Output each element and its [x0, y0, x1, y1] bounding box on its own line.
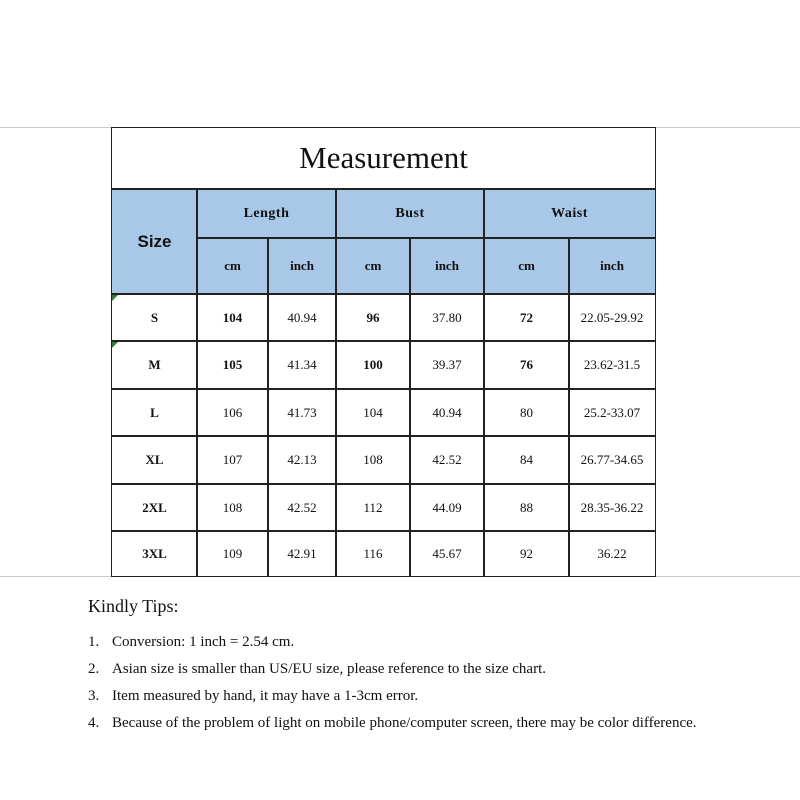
length-inch-cell: 41.34 — [287, 357, 317, 372]
table-grid-line — [112, 530, 655, 532]
bust-cm-cell: 116 — [363, 545, 383, 561]
tips-title: Kindly Tips: — [88, 596, 179, 616]
tip-item — [88, 629, 728, 656]
length-cm-cell: 106 — [222, 404, 243, 420]
cell-marker-icon — [112, 295, 118, 301]
waist-cm-cell: 84 — [520, 452, 533, 467]
table-title: Measurement — [112, 128, 655, 190]
length-cm-cell: 105 — [222, 357, 243, 372]
bust-cm-unit-header: cm — [336, 238, 410, 294]
bust-group-header: Bust — [336, 190, 484, 238]
waist-group-header: Waist — [484, 190, 655, 238]
size-chart-table — [111, 127, 656, 577]
table-grid-line — [112, 483, 655, 485]
waist-cm-cell: 92 — [520, 545, 533, 561]
bust-inch-cell: 45.67 — [432, 545, 462, 561]
kindly-tips-section — [88, 596, 728, 737]
bust-cm-cell: 112 — [363, 499, 383, 515]
size-cell: S — [150, 309, 159, 325]
tip-text: Asian size is smaller than US/EU size, please reference to the size chart. — [112, 661, 546, 677]
bust-cm-cell: 100 — [363, 357, 383, 372]
waist-cm-cell: 76 — [520, 357, 533, 372]
waist-cm-cell: 80 — [520, 404, 533, 420]
table-grid-line — [335, 190, 337, 576]
waist-inch-cell: 25.2-33.07 — [583, 404, 641, 420]
waist-inch-cell: 23.62-31.5 — [583, 357, 641, 372]
table-grid-line — [112, 435, 655, 437]
length-cm-cell: 104 — [222, 309, 243, 325]
length-cm-cell: 108 — [222, 499, 243, 515]
table-grid-line — [196, 190, 198, 576]
table-grid-line — [409, 238, 411, 576]
length-inch-cell: 42.91 — [287, 545, 317, 561]
length-inch-cell: 42.52 — [287, 499, 317, 515]
length-group-header: Length — [197, 190, 336, 238]
table-grid-line — [112, 293, 655, 295]
waist-inch-cell: 36.22 — [597, 545, 627, 561]
length-inch-cell: 40.94 — [287, 309, 317, 325]
length-cm-cell: 107 — [222, 452, 243, 467]
waist-cm-cell: 72 — [520, 309, 533, 325]
bust-cm-cell: 108 — [363, 452, 383, 467]
tip-number: 1. — [88, 634, 100, 650]
waist-inch-cell: 22.05-29.92 — [580, 309, 644, 325]
waist-cm-cell: 88 — [520, 499, 533, 515]
tip-item — [88, 656, 728, 683]
bust-inch-cell: 39.37 — [432, 357, 462, 372]
table-grid-line — [197, 237, 655, 239]
size-cell: 3XL — [142, 545, 167, 561]
bust-inch-cell: 42.52 — [432, 452, 462, 467]
table-grid-line — [112, 340, 655, 342]
tip-text: Conversion: 1 inch = 2.54 cm. — [112, 634, 295, 650]
tip-text: Item measured by hand, it may have a 1-3cm error. — [112, 688, 419, 704]
table-grid-line — [112, 388, 655, 390]
tip-item — [88, 710, 728, 737]
tip-item — [88, 683, 728, 710]
waist-cm-unit-header: cm — [484, 238, 569, 294]
table-grid-line — [483, 190, 485, 576]
size-column-header: Size — [112, 190, 197, 294]
bust-inch-unit-header: inch — [410, 238, 484, 294]
length-inch-cell: 42.13 — [287, 452, 317, 467]
length-inch-unit-header: inch — [268, 238, 336, 294]
length-inch-cell: 41.73 — [287, 404, 317, 420]
size-cell: L — [150, 404, 159, 420]
length-cm-unit-header: cm — [197, 238, 268, 294]
size-cell: M — [148, 357, 161, 372]
bust-cm-cell: 104 — [363, 404, 383, 420]
size-cell: XL — [145, 452, 164, 467]
tip-number: 4. — [88, 715, 100, 731]
tip-text: Because of the problem of light on mobile phone/computer screen, there may be color difference. — [112, 715, 697, 731]
tip-number: 2. — [88, 661, 100, 677]
length-cm-cell: 109 — [222, 545, 243, 561]
bust-inch-cell: 40.94 — [432, 404, 462, 420]
waist-inch-unit-header: inch — [569, 238, 655, 294]
bust-cm-cell: 96 — [366, 309, 380, 325]
bust-inch-cell: 44.09 — [432, 499, 462, 515]
bust-inch-cell: 37.80 — [432, 309, 462, 325]
table-grid-line — [568, 238, 570, 576]
table-grid-line — [267, 238, 269, 576]
waist-inch-cell: 26.77-34.65 — [580, 452, 644, 467]
tip-number: 3. — [88, 688, 100, 704]
waist-inch-cell: 28.35-36.22 — [580, 499, 644, 515]
size-cell: 2XL — [142, 499, 167, 515]
cell-marker-icon — [112, 342, 118, 348]
